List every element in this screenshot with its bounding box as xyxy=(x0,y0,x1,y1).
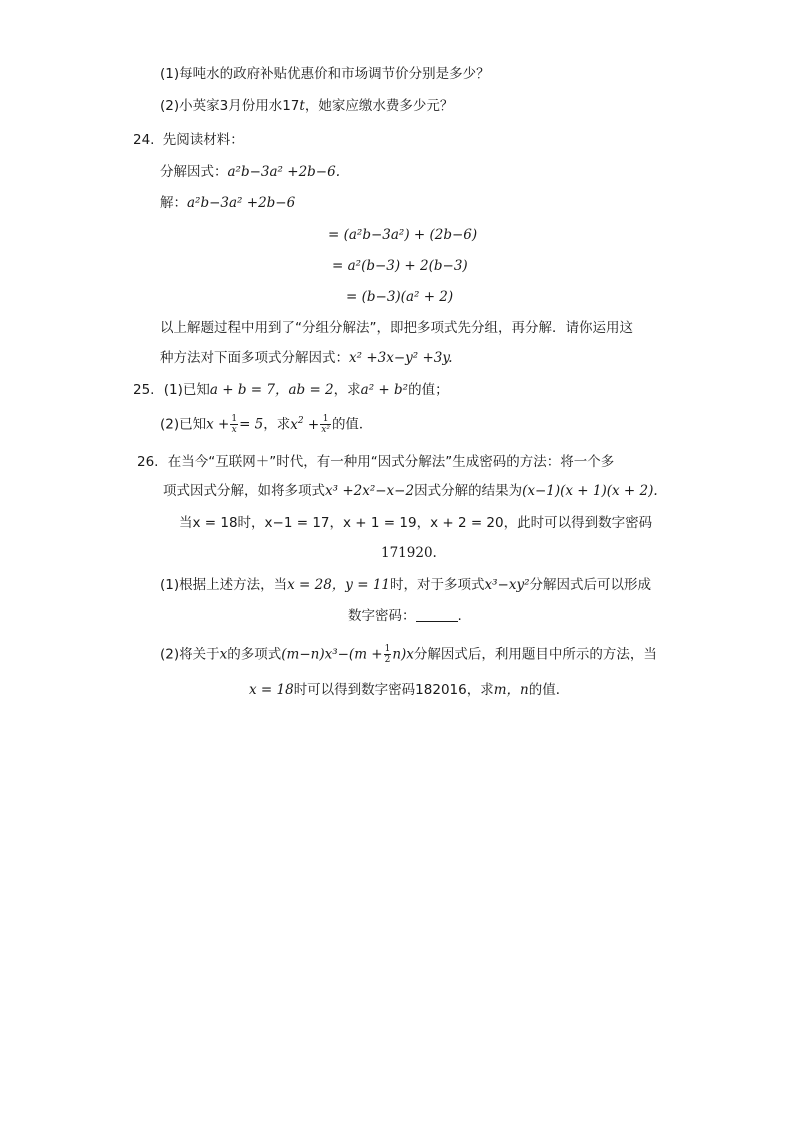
q24-text-1: 以上解题过程中用到了“分组分解法”，即把多项式先分组，再分解．请你运用这 xyxy=(160,320,633,336)
q24-header xyxy=(133,130,244,150)
q25-part2-label: (2)已知 xyxy=(160,416,207,433)
q26-line-2 xyxy=(163,481,658,501)
q24-prompt-label: 分解因式： xyxy=(160,164,228,180)
q26-part1-mid: 时，对于多项式 xyxy=(390,577,485,593)
q26-part1-end: 分解因式后可以形成 xyxy=(529,577,652,593)
q25-part1 xyxy=(133,380,449,400)
q24-number: 24. xyxy=(133,132,155,148)
q24-step-2: = a²(b−3) + 2(b−3) xyxy=(332,258,468,274)
q24-step-3: = (b−3)(a² + 2) xyxy=(346,289,454,305)
q25-part1-end: 的值； xyxy=(408,382,449,398)
q26-part1-period: . xyxy=(457,608,462,624)
q25-part1-ask: ，求 xyxy=(333,382,361,398)
q25-part2-expr-x: x + xyxy=(206,416,230,433)
q25-part1-target: a² + b² xyxy=(360,382,409,398)
q25-part2-fraction: $\frac{1}{x}$ xyxy=(231,414,238,435)
q24-solution-expr: a²b−3a² +2b−6 xyxy=(187,195,296,211)
q24-text-2-expr: x² +3x−y² +3y. xyxy=(349,350,453,366)
q24-solution-label: 解： xyxy=(160,195,187,211)
q26-part1 xyxy=(160,575,651,595)
q26-part1-answer-label: 数字密码： xyxy=(348,608,416,624)
q26-part1-label: (1)根据上述方法，当 xyxy=(160,577,288,593)
q23-part1 xyxy=(160,64,490,84)
q26-line-1 xyxy=(137,452,614,472)
q26-line-2-result: (x−1)(x + 1)(x + 2). xyxy=(522,483,658,499)
q24-step-1: = (a²b−3a²) + (2b−6) xyxy=(328,227,478,243)
q26-part2-mid: 的多项式 xyxy=(227,646,282,663)
q24-title: 先阅读材料： xyxy=(162,132,244,148)
q25-part2-expr-eq: = 5 xyxy=(239,416,264,433)
q26-line-4: 171920. xyxy=(381,545,437,561)
q24-solution xyxy=(160,193,295,213)
q25-number: 25. xyxy=(133,382,155,398)
q23-part2-text-end: ，她家应缴水费多少元？ xyxy=(304,98,454,114)
q25-part2 xyxy=(160,414,372,435)
q26-part2-poly-b: n)x xyxy=(392,646,414,663)
q26-part1-answer xyxy=(348,606,462,626)
q23-part2-text: (2)小英家3月份用水17 xyxy=(160,98,300,114)
q26-part2-cont-vars: m，n xyxy=(493,682,529,698)
q26-part1-poly: x³−xy² xyxy=(484,577,530,593)
q26-line-2-poly: x³ +2x²−x−2 xyxy=(325,483,415,499)
q26-part2-cont-x: x = 18 xyxy=(249,682,294,698)
q26-part2-label: (2)将关于 xyxy=(160,646,220,663)
q26-number: 26. xyxy=(137,454,159,470)
q25-part1-label: (1)已知 xyxy=(163,382,210,398)
q26-part2-poly-a: (m−n)x³−(m + xyxy=(281,646,383,663)
q26-part2-fraction: $\frac{1}{2}$ xyxy=(384,644,391,665)
q26-part2-end: 分解因式后，利用题目中所示的方法，当 xyxy=(413,646,657,663)
q23-part2-var: t xyxy=(299,98,305,114)
q26-line-2-mid: 因式分解的结果为 xyxy=(414,483,523,499)
answer-blank[interactable] xyxy=(416,607,458,622)
q26-line-2-text: 项式因式分解，如将多项式 xyxy=(163,483,325,499)
q26-part2-var: x xyxy=(219,646,228,663)
q25-part1-expr: a + b = 7，ab = 2 xyxy=(209,382,334,398)
q26-part2-cont-text: 时可以得到数字密码182016，求 xyxy=(293,682,494,698)
q24-prompt xyxy=(160,162,340,182)
q24-prompt-expr: a²b−3a² +2b−6. xyxy=(227,164,340,180)
q25-part2-end: 的值． xyxy=(331,416,373,433)
q23-part1-text: (1)每吨水的政府补贴优惠价和市场调节价分别是多少？ xyxy=(160,66,490,82)
q26-part2-cont xyxy=(249,680,569,700)
q26-line-1-text: 在当今“互联网＋”时代，有一种用“因式分解法”生成密码的方法：将一个多 xyxy=(167,454,615,470)
q24-text-2 xyxy=(160,348,453,368)
q26-line-3: 当x = 18时，x−1 = 17，x + 1 = 19，x + 2 = 20，此时可以得到数字密码 xyxy=(179,515,653,531)
q26-part1-values: x = 28，y = 11 xyxy=(287,577,391,593)
q25-part2-ask: ，求 xyxy=(263,416,291,433)
q25-part2-target-x: $x^2$ + xyxy=(290,415,320,433)
q25-part2-target-fraction: $\frac{1}{\text{x²}}$ xyxy=(321,414,330,435)
q23-part2 xyxy=(160,96,453,116)
q26-part2-cont-end: 的值． xyxy=(528,682,570,698)
q26-part2 xyxy=(160,644,657,665)
q24-text-2-label: 种方法对下面多项式分解因式： xyxy=(160,350,349,366)
